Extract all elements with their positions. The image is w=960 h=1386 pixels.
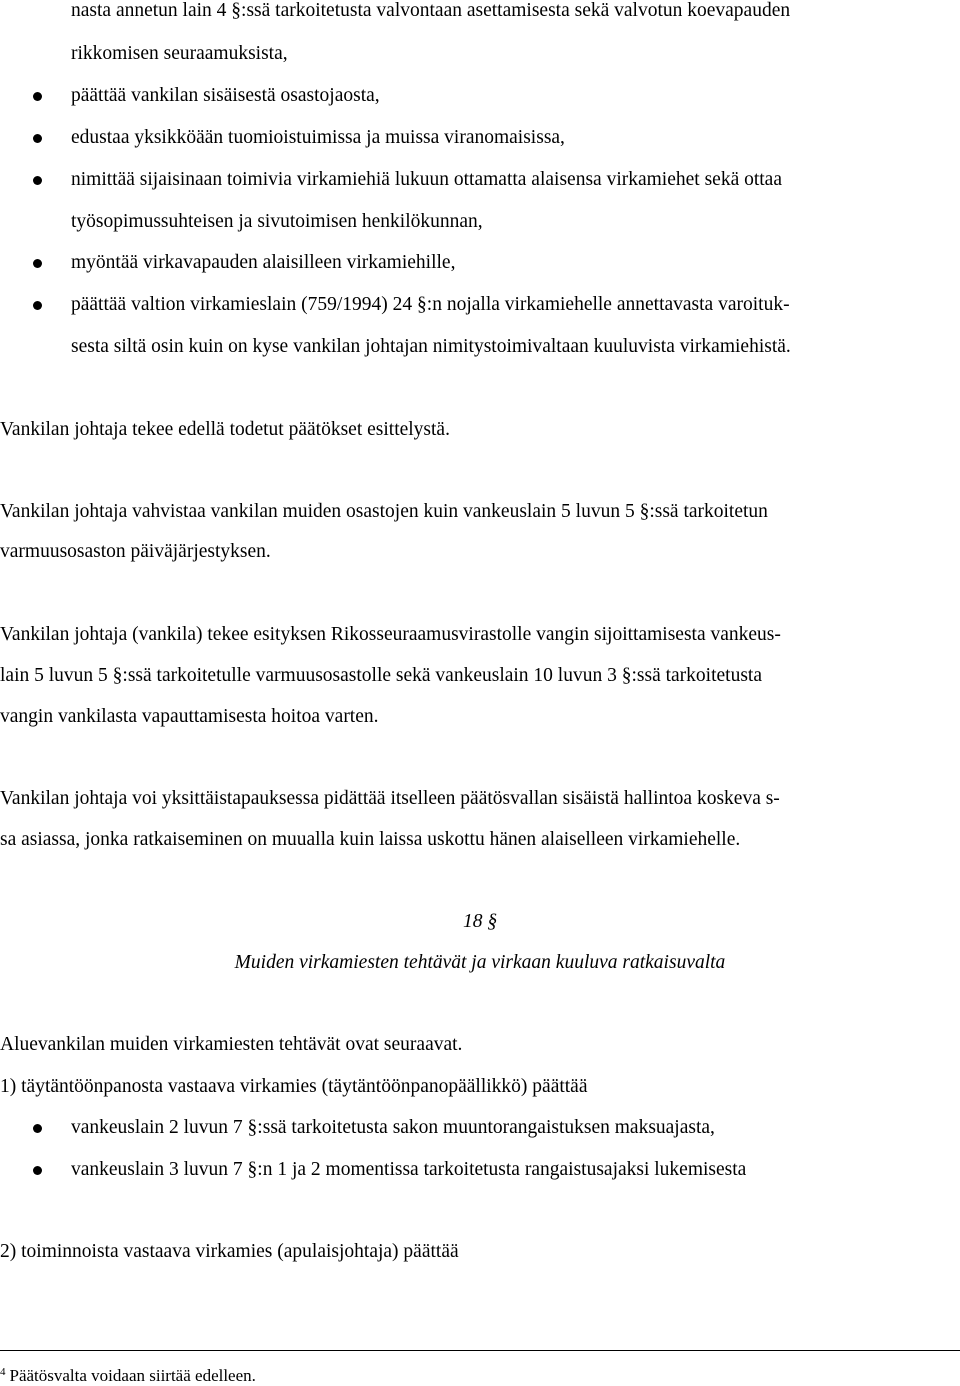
list-item: vankeuslain 2 luvun 7 §:ssä tarkoitetusta sakon muuntorangaistuksen maksuajasta, bbox=[71, 1117, 715, 1138]
footnote-divider bbox=[0, 1350, 960, 1351]
paragraph-line: Aluevankilan muiden virkamiesten tehtävät ovat seuraavat. bbox=[0, 1034, 463, 1055]
list-heading: 1) täytäntöönpanosta vastaava virkamies (täytäntöönpanopäällikkö) päättää bbox=[0, 1076, 588, 1097]
paragraph-line: lain 5 luvun 5 §:ssä tarkoitetulle varmuusosastolle sekä vankeuslain 10 luvun 3 §:ssä tarkoitetusta bbox=[0, 665, 762, 686]
bullet-icon bbox=[33, 1124, 42, 1133]
paragraph-line: varmuusosaston päiväjärjestyksen. bbox=[0, 541, 271, 562]
footnote-text: Päätösvalta voidaan siirtää edelleen. bbox=[9, 1366, 256, 1385]
bullet-icon bbox=[33, 134, 42, 143]
paragraph-line: Vankilan johtaja tekee edellä todetut päätökset esittelystä. bbox=[0, 419, 450, 440]
list-item: päättää vankilan sisäisestä osastojaosta, bbox=[71, 85, 380, 106]
section-title: Muiden virkamiesten tehtävät ja virkaan kuuluva ratkaisuvalta bbox=[234, 952, 726, 973]
list-item: päättää valtion virkamieslain (759/1994) 24 §:n nojalla virkamiehelle annettavasta varoituk- bbox=[71, 294, 790, 315]
list-item-continuation-line: rikkomisen seuraamuksista, bbox=[71, 43, 288, 64]
list-item-line: työsopimussuhteisen ja sivutoimisen henkilökunnan, bbox=[71, 211, 483, 232]
list-item-line: sesta siltä osin kuin on kyse vankilan johtajan nimitystoimivaltaan kuuluvista virkamiehistä. bbox=[71, 336, 791, 357]
bullet-icon bbox=[33, 259, 42, 268]
list-item: nimittää sijaisinaan toimivia virkamiehiä lukuun ottamatta alaisensa virkamiehet sekä ottaa bbox=[71, 169, 782, 190]
paragraph-line: sa asiassa, jonka ratkaiseminen on muualla kuin laissa uskottu hänen alaiselleen virkamiehelle. bbox=[0, 829, 741, 850]
bullet-icon bbox=[33, 92, 42, 101]
section-number: 18 § bbox=[462, 911, 498, 932]
paragraph-line: Vankilan johtaja voi yksittäistapauksessa pidättää itselleen päätösvallan sisäistä hallintoa koskeva s- bbox=[0, 788, 780, 809]
footnote-number: 4 bbox=[0, 1366, 6, 1378]
paragraph-line: Vankilan johtaja vahvistaa vankilan muiden osastojen kuin vankeuslain 5 luvun 5 §:ssä tarkoitetun bbox=[0, 501, 768, 522]
list-item: vankeuslain 3 luvun 7 §:n 1 ja 2 momentissa tarkoitetusta rangaistusajaksi lukemisesta bbox=[71, 1159, 747, 1180]
bullet-icon bbox=[33, 176, 42, 185]
footnote bbox=[0, 1362, 256, 1386]
list-item-continuation-line: nasta annetun lain 4 §:ssä tarkoitetusta valvontaan asettamisesta sekä valvotun koevapauden bbox=[71, 0, 791, 21]
list-item: myöntää virkavapauden alaisilleen virkamiehille, bbox=[71, 252, 456, 273]
list-heading: 2) toiminnoista vastaava virkamies (apulaisjohtaja) päättää bbox=[0, 1241, 459, 1262]
bullet-icon bbox=[33, 1166, 42, 1175]
list-item: edustaa yksikköään tuomioistuimissa ja muissa viranomaisissa, bbox=[71, 127, 565, 148]
paragraph-line: Vankilan johtaja (vankila) tekee esityksen Rikosseuraamusvirastolle vangin sijoittamisesta vankeus- bbox=[0, 624, 781, 645]
bullet-icon bbox=[33, 301, 42, 310]
paragraph-line: vangin vankilasta vapauttamisesta hoitoa varten. bbox=[0, 706, 379, 727]
